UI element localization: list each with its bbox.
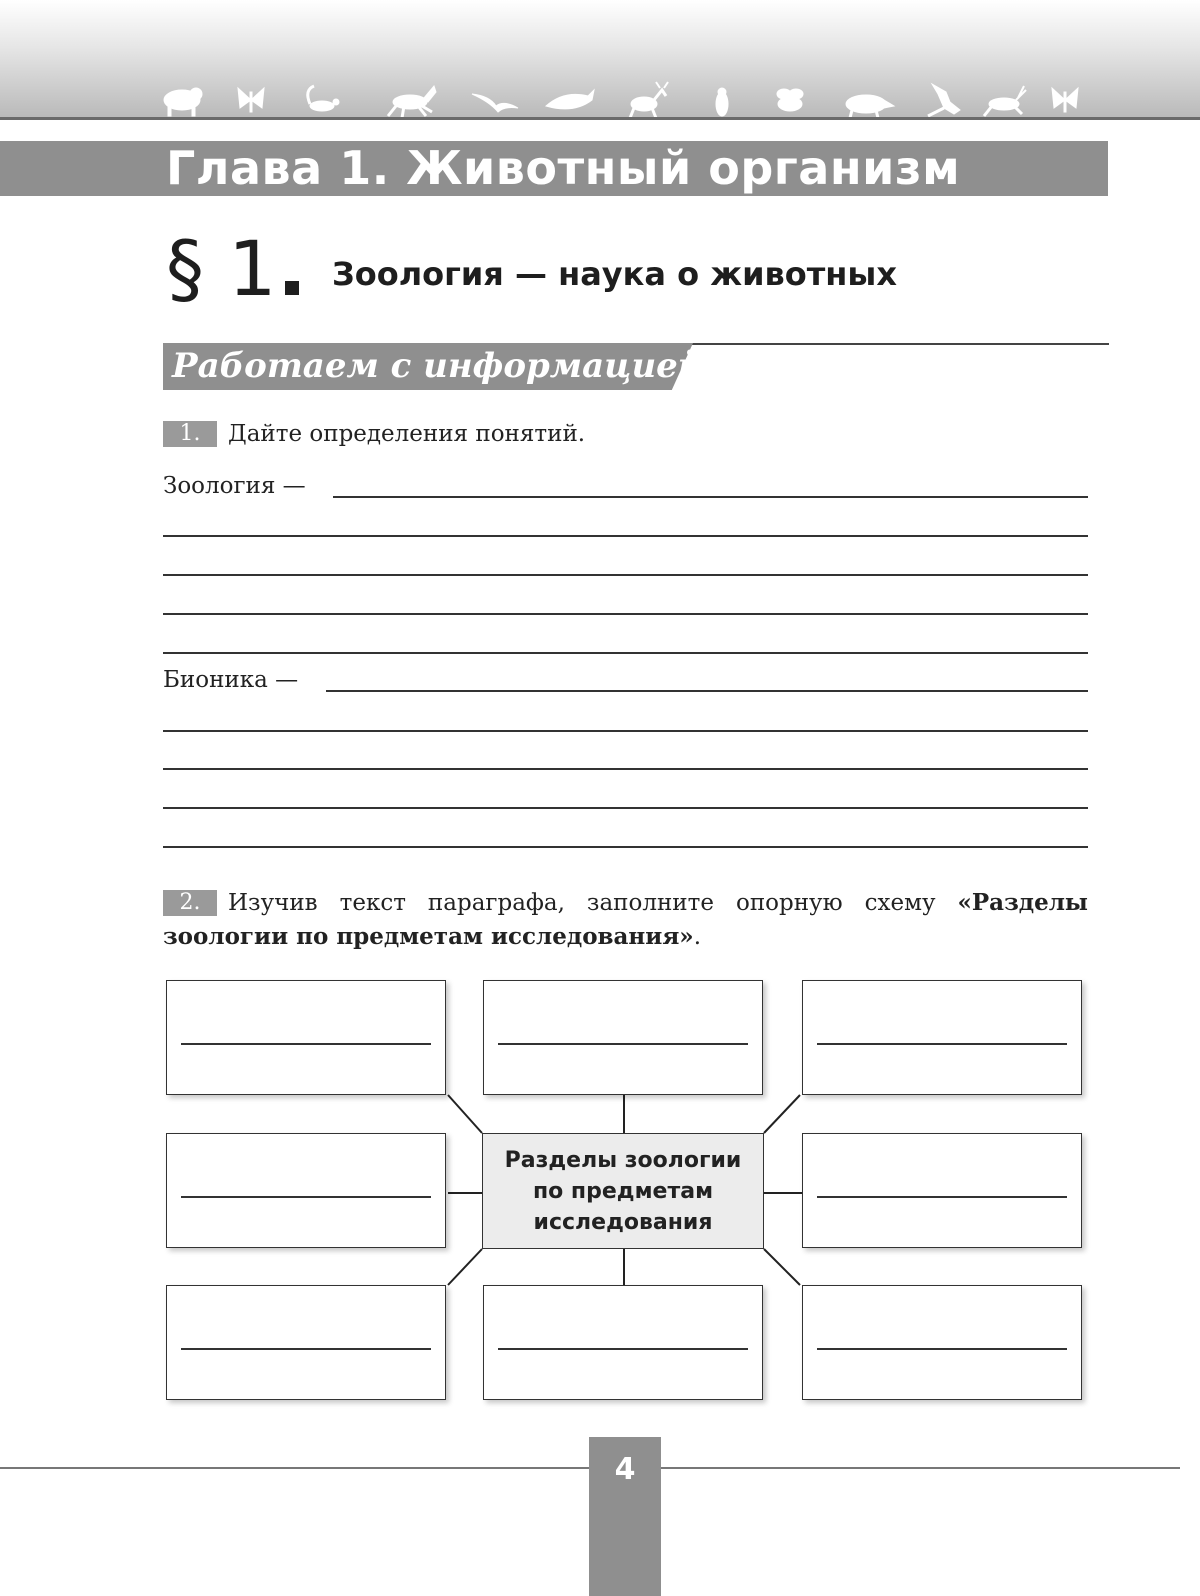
scheme-box-bottom-right[interactable] (802, 1285, 1082, 1400)
kangaroo-icon (928, 84, 960, 116)
butterfly-icon (1052, 88, 1078, 112)
animal-icons-strip (160, 80, 1100, 120)
penguin-icon (716, 88, 728, 116)
box-answer-line[interactable] (181, 1348, 431, 1350)
paragraph-number: § 1 (166, 224, 299, 314)
moose-icon (630, 82, 668, 118)
bird-icon (472, 94, 518, 112)
scheme-box-bottom-center[interactable] (483, 1285, 763, 1400)
answer-line[interactable] (163, 768, 1088, 770)
butterfly-icon (238, 88, 264, 112)
task-2-text: Изучив текст параграфа, заполните опорную схему «Разделы зоологии по предметам исследования». (163, 889, 1088, 950)
scheme-box-top-left[interactable] (166, 980, 446, 1095)
task-2-number: 2. (163, 890, 217, 916)
task-1-number: 1. (163, 421, 217, 447)
answer-line-zoology[interactable] (333, 496, 1088, 498)
header-rule (0, 117, 1200, 120)
scheme-box-middle-right[interactable] (802, 1133, 1082, 1248)
scorpion-icon (308, 86, 339, 111)
scheme-box-top-right[interactable] (802, 980, 1082, 1095)
paragraph-title: Зоология — наука о животных (332, 255, 897, 293)
paragraph-dot (285, 281, 299, 295)
box-answer-line[interactable] (817, 1348, 1067, 1350)
boar-icon (846, 95, 894, 118)
task-1-text: Дайте определения понятий. (228, 421, 586, 447)
box-answer-line[interactable] (498, 1348, 748, 1350)
dolphin-icon (546, 90, 594, 109)
scheme-center-box: Разделы зоологии по предметам исследования (482, 1133, 764, 1249)
box-answer-line[interactable] (181, 1043, 431, 1045)
answer-line[interactable] (163, 535, 1088, 537)
answer-line[interactable] (163, 613, 1088, 615)
bison-icon (164, 88, 202, 116)
answer-line[interactable] (163, 730, 1088, 732)
scheme-box-top-center[interactable] (483, 980, 763, 1095)
antelope-icon (984, 86, 1026, 116)
box-answer-line[interactable] (498, 1043, 748, 1045)
bee-icon (777, 89, 803, 111)
scheme-box-middle-left[interactable] (166, 1133, 446, 1248)
answer-line[interactable] (163, 807, 1088, 809)
answer-line[interactable] (163, 574, 1088, 576)
scheme-box-bottom-left[interactable] (166, 1285, 446, 1400)
box-answer-line[interactable] (181, 1196, 431, 1198)
answer-line[interactable] (163, 846, 1088, 848)
section-rule (672, 343, 1109, 345)
section-title: Работаем с информацией (172, 346, 703, 386)
term-bionics-label: Бионика — (163, 667, 299, 693)
chapter-title: Глава 1. Животный организм (166, 141, 961, 195)
term-zoology-label: Зоология — (163, 473, 306, 499)
answer-line[interactable] (163, 652, 1088, 654)
scheme-diagram (160, 975, 1100, 1415)
horse-icon (388, 86, 436, 118)
page-number: 4 (614, 1452, 636, 1487)
box-answer-line[interactable] (817, 1196, 1067, 1198)
answer-line-bionics[interactable] (326, 690, 1088, 692)
box-answer-line[interactable] (817, 1043, 1067, 1045)
